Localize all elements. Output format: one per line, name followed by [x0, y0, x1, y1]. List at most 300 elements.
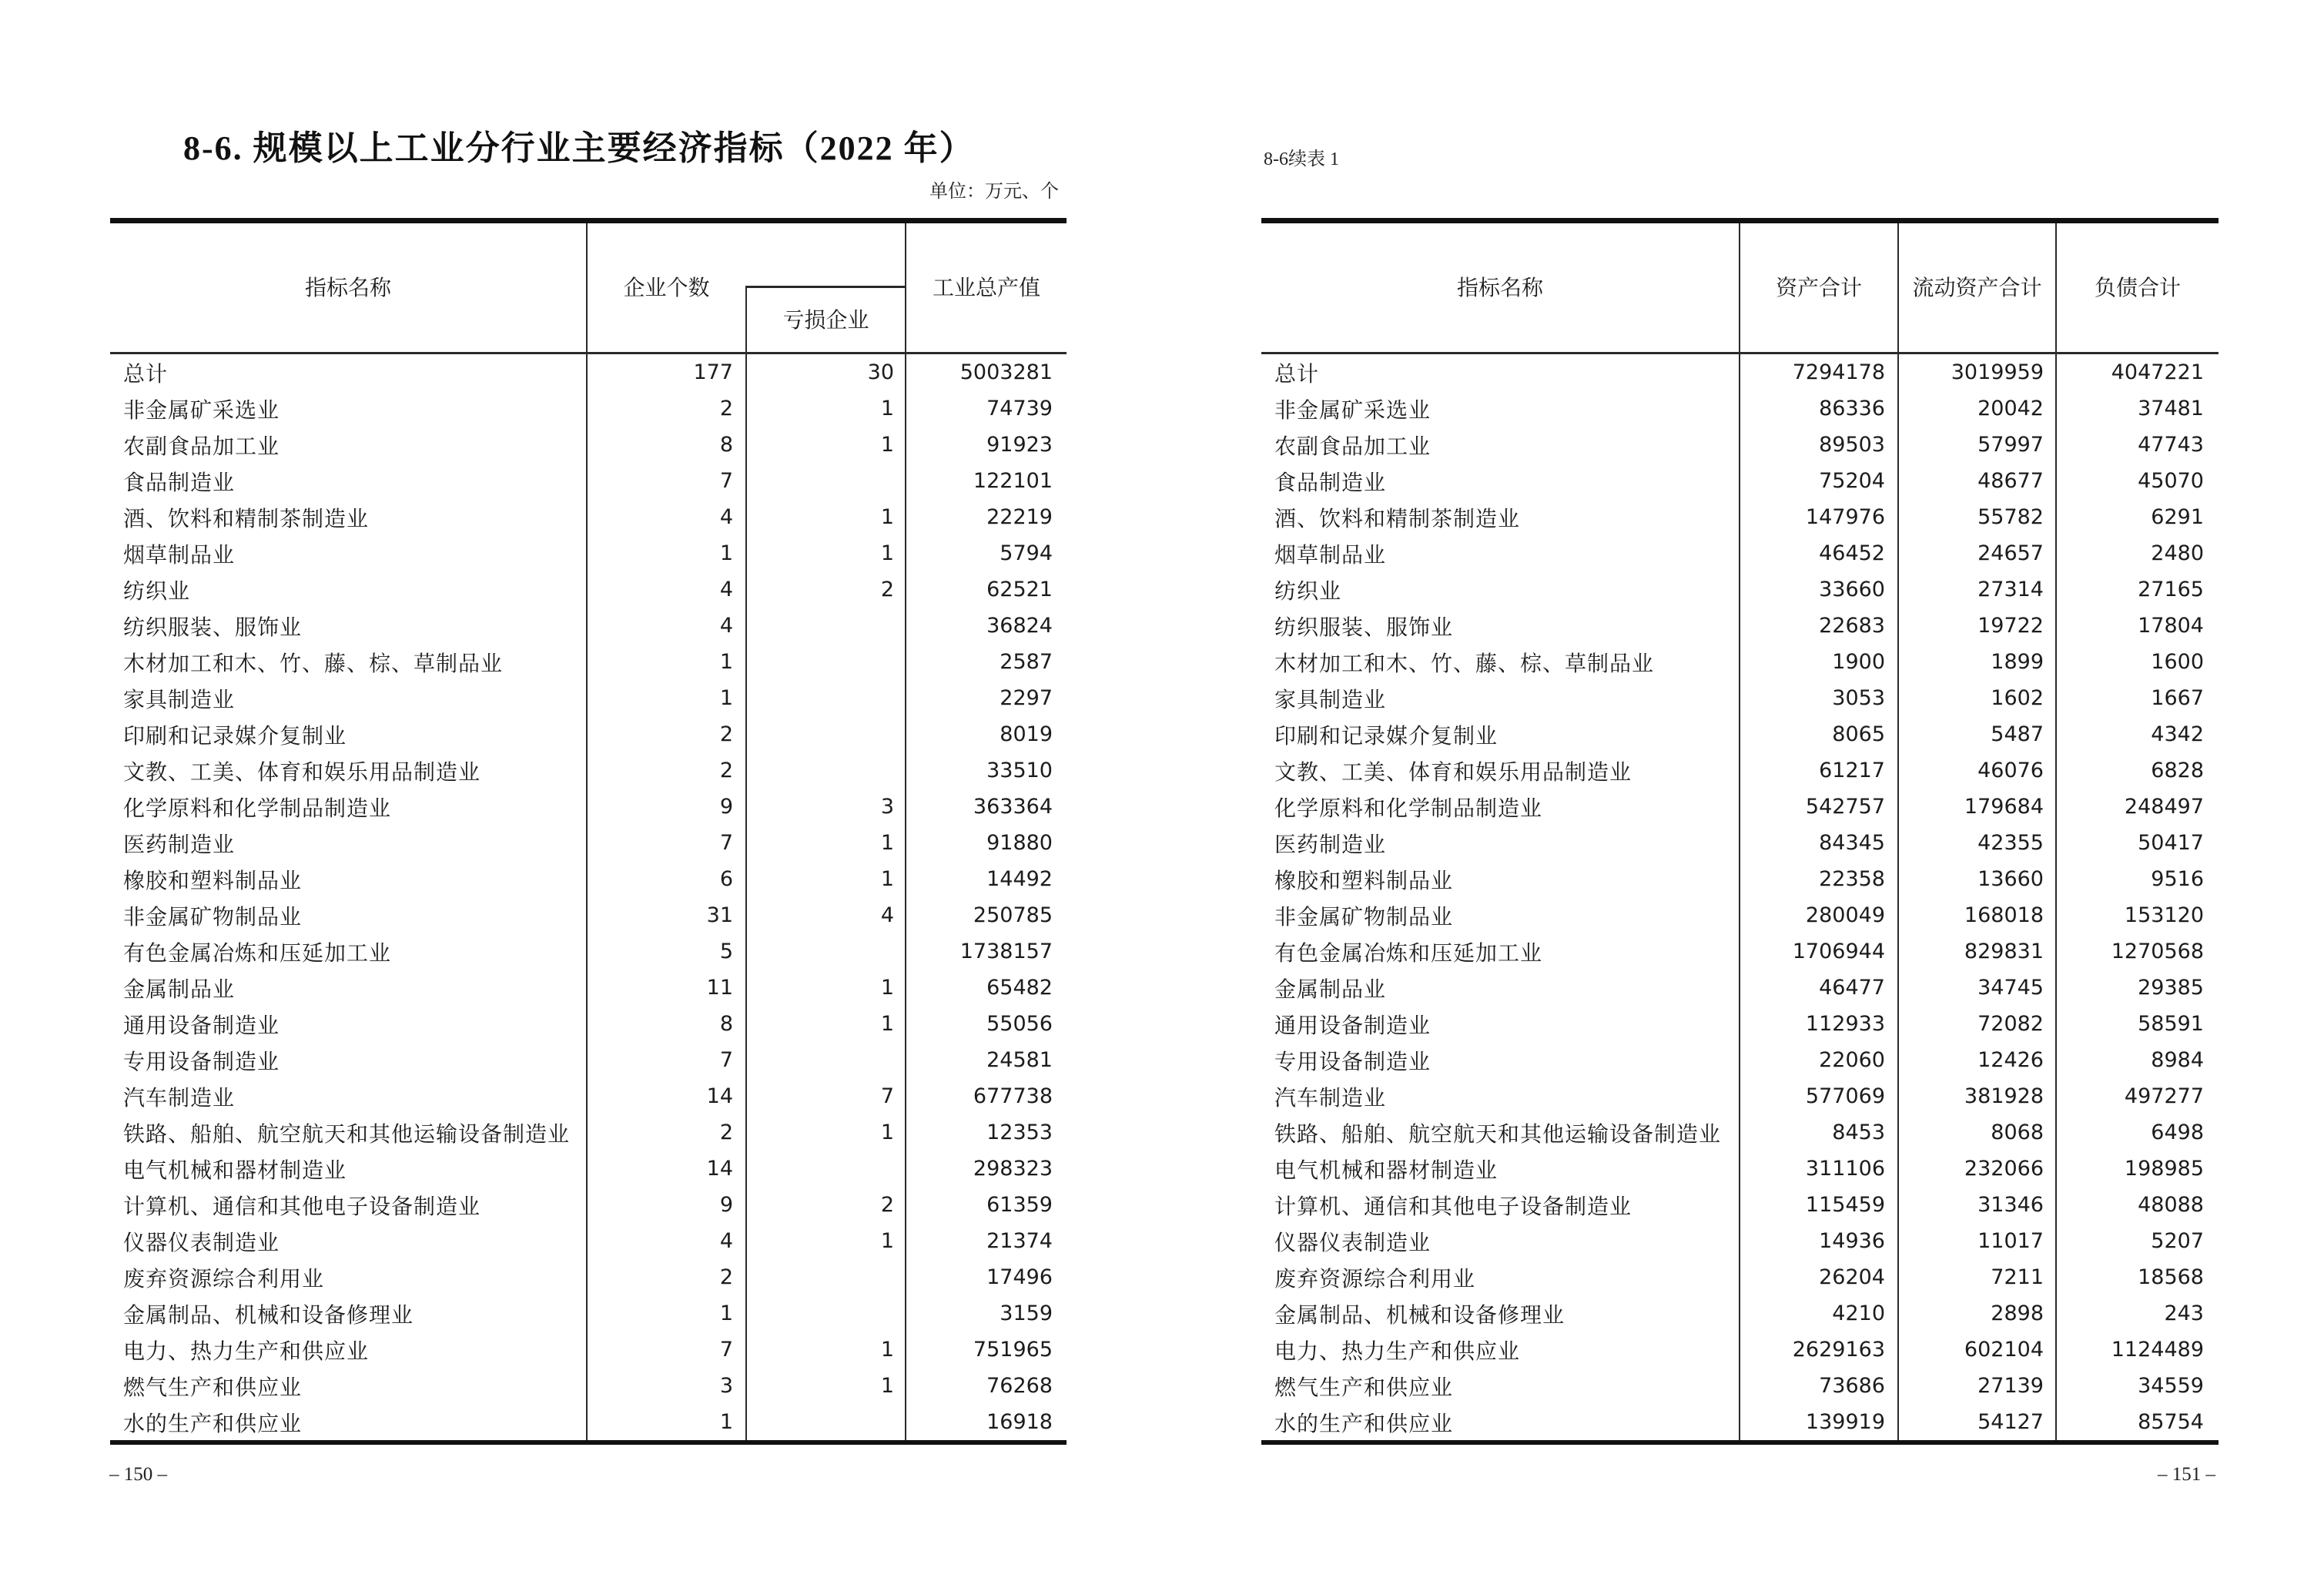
- total-liabilities-value: 6828: [2151, 759, 2204, 782]
- total-assets-value: 577069: [1805, 1084, 1885, 1108]
- table-row: [1261, 1332, 2219, 1368]
- enterprise-count-value: 11: [706, 976, 733, 1000]
- industry-name: 废弃资源综合利用业: [1274, 1267, 1476, 1292]
- table-row: [1261, 499, 2219, 535]
- enterprise-count-value: 1: [719, 650, 733, 674]
- current-assets-value: 13660: [1977, 867, 2044, 891]
- enterprise-count-value: 3: [719, 1374, 733, 1398]
- table-row: [1261, 1006, 2219, 1042]
- current-assets-value: 11017: [1977, 1229, 2044, 1253]
- page-number-150: – 150 –: [109, 1464, 167, 1485]
- table-row: [110, 933, 1067, 970]
- gross-output-value: 14492: [986, 867, 1053, 891]
- total-liabilities-value: 243: [2164, 1302, 2204, 1325]
- industry-name: 金属制品、机械和设备修理业: [1274, 1303, 1566, 1328]
- table-row: [110, 752, 1067, 789]
- table-row: [110, 571, 1067, 608]
- gross-output-value: 363364: [973, 795, 1053, 819]
- enterprise-count-value: 31: [706, 903, 733, 927]
- industry-name: 纺织业: [123, 579, 191, 604]
- table-row: [1261, 970, 2219, 1006]
- industry-name: 总计: [1274, 362, 1320, 387]
- industry-name: 酒、饮料和精制茶制造业: [1274, 507, 1521, 531]
- header-indicator-name: 指标名称: [1456, 276, 1543, 300]
- loss-enterprise-value: 1: [880, 1012, 894, 1036]
- industry-name: 铁路、船舶、航空航天和其他运输设备制造业: [1274, 1122, 1722, 1147]
- gross-output-value: 61359: [986, 1193, 1053, 1217]
- continued-table-title: 8-6续表 1: [1264, 149, 1339, 169]
- current-assets-value: 42355: [1977, 831, 2044, 855]
- table-row: [110, 1151, 1067, 1187]
- gross-output-value: 751965: [973, 1338, 1053, 1362]
- table-top-border: [110, 218, 1067, 223]
- total-liabilities-value: 9516: [2151, 867, 2204, 891]
- gross-output-value: 12353: [986, 1121, 1053, 1144]
- table-bottom-border: [1261, 1440, 2219, 1445]
- table-row: [110, 1223, 1067, 1259]
- industry-name: 非金属矿物制品业: [123, 905, 303, 930]
- total-liabilities-value: 47743: [2138, 433, 2204, 457]
- table-row: [110, 1404, 1067, 1440]
- gross-output-value: 55056: [986, 1012, 1053, 1036]
- total-assets-value: 8453: [1832, 1121, 1885, 1144]
- table-row: [110, 1042, 1067, 1078]
- industry-name: 计算机、通信和其他电子设备制造业: [123, 1194, 481, 1219]
- table-row: [1261, 1042, 2219, 1078]
- table-row: [1261, 897, 2219, 933]
- industry-name: 化学原料和化学制品制造业: [123, 796, 392, 821]
- left-table-rows: [110, 354, 1067, 1440]
- gross-output-value: 24581: [986, 1048, 1053, 1072]
- total-assets-value: 14936: [1819, 1229, 1885, 1253]
- table-row: [110, 535, 1067, 571]
- gross-output-value: 250785: [973, 903, 1053, 927]
- current-assets-value: 19722: [1977, 614, 2044, 638]
- gross-output-value: 677738: [973, 1084, 1053, 1108]
- total-assets-value: 1706944: [1792, 940, 1885, 963]
- table-row: [110, 680, 1067, 716]
- header-total-liabilities: 负债合计: [2094, 276, 2181, 300]
- total-assets-value: 75204: [1819, 469, 1885, 493]
- loss-enterprise-value: 1: [880, 397, 894, 420]
- industry-name: 印刷和记录媒介复制业: [123, 724, 347, 749]
- industry-name: 金属制品业: [1274, 977, 1387, 1002]
- industry-name: 橡胶和塑料制品业: [1274, 869, 1454, 893]
- current-assets-value: 5487: [1991, 722, 2044, 746]
- table-row: [110, 499, 1067, 535]
- total-liabilities-value: 85754: [2138, 1410, 2204, 1434]
- table-top-border: [1261, 218, 2219, 223]
- header-total-assets: 资产合计: [1775, 276, 1862, 300]
- gross-output-value: 62521: [986, 578, 1053, 601]
- industry-name: 文教、工美、体育和娱乐用品制造业: [123, 760, 481, 785]
- total-liabilities-value: 5207: [2151, 1229, 2204, 1253]
- enterprise-count-value: 14: [706, 1084, 733, 1108]
- gross-output-value: 8019: [1000, 722, 1053, 746]
- current-assets-value: 3019959: [1951, 360, 2044, 384]
- industry-name: 纺织业: [1274, 579, 1342, 604]
- total-liabilities-value: 4342: [2151, 722, 2204, 746]
- current-assets-value: 1899: [1991, 650, 2044, 674]
- table-row: [110, 1114, 1067, 1151]
- table-row: [110, 897, 1067, 933]
- table-row: [110, 1006, 1067, 1042]
- current-assets-value: 54127: [1977, 1410, 2044, 1434]
- industry-name: 纺织服装、服饰业: [123, 615, 303, 640]
- table-row: [1261, 1114, 2219, 1151]
- enterprise-count-value: 8: [719, 433, 733, 457]
- table-row: [1261, 716, 2219, 752]
- total-assets-value: 46452: [1819, 541, 1885, 565]
- enterprise-count-value: 177: [693, 360, 733, 384]
- industry-name: 水的生产和供应业: [123, 1412, 303, 1436]
- table-row: [1261, 354, 2219, 390]
- table-row: [110, 463, 1067, 499]
- total-assets-value: 542757: [1805, 795, 1885, 819]
- table-row: [110, 1259, 1067, 1295]
- total-assets-value: 61217: [1819, 759, 1885, 782]
- enterprise-count-value: 1: [719, 541, 733, 565]
- gross-output-value: 91880: [986, 831, 1053, 855]
- total-liabilities-value: 27165: [2138, 578, 2204, 601]
- total-assets-value: 311106: [1805, 1157, 1885, 1181]
- total-assets-value: 4210: [1832, 1302, 1885, 1325]
- industry-name: 有色金属冶炼和压延加工业: [123, 941, 392, 966]
- industry-name: 农副食品加工业: [123, 434, 280, 459]
- gross-output-value: 21374: [986, 1229, 1053, 1253]
- enterprise-count-value: 7: [719, 469, 733, 493]
- industry-name: 金属制品业: [123, 977, 236, 1002]
- total-liabilities-value: 6291: [2151, 505, 2204, 529]
- enterprise-count-value: 5: [719, 940, 733, 963]
- table-row: [110, 1295, 1067, 1332]
- table-row: [110, 1078, 1067, 1114]
- table-row: [1261, 463, 2219, 499]
- table-row: [1261, 752, 2219, 789]
- loss-enterprise-value: 30: [867, 360, 894, 384]
- loss-enterprise-value: 4: [880, 903, 894, 927]
- table-row: [110, 1368, 1067, 1404]
- header-enterprise-count: 企业个数: [623, 276, 710, 300]
- current-assets-value: 48677: [1977, 469, 2044, 493]
- enterprise-count-value: 1: [719, 1410, 733, 1434]
- table-row: [1261, 1151, 2219, 1187]
- total-assets-value: 84345: [1819, 831, 1885, 855]
- loss-enterprise-value: 1: [880, 505, 894, 529]
- current-assets-value: 8068: [1991, 1121, 2044, 1144]
- enterprise-count-value: 2: [719, 1265, 733, 1289]
- gross-output-value: 16918: [986, 1410, 1053, 1434]
- enterprise-count-value: 9: [719, 1193, 733, 1217]
- gross-output-value: 298323: [973, 1157, 1053, 1181]
- current-assets-value: 232066: [1964, 1157, 2044, 1181]
- total-assets-value: 89503: [1819, 433, 1885, 457]
- current-assets-value: 27314: [1977, 578, 2044, 601]
- page-number-151: – 151 –: [2158, 1464, 2215, 1485]
- current-assets-value: 20042: [1977, 397, 2044, 420]
- total-liabilities-value: 29385: [2138, 976, 2204, 1000]
- table-title: 8-6. 规模以上工业分行业主要经济指标（2022 年）: [183, 129, 975, 167]
- gross-output-value: 122101: [973, 469, 1053, 493]
- current-assets-value: 55782: [1977, 505, 2044, 529]
- industry-name: 金属制品、机械和设备修理业: [123, 1303, 414, 1328]
- header-indicator-name: 指标名称: [304, 276, 391, 300]
- gross-output-value: 5003281: [959, 360, 1053, 384]
- table-row: [1261, 1404, 2219, 1440]
- gross-output-value: 65482: [986, 976, 1053, 1000]
- industry-name: 总计: [123, 362, 169, 387]
- table-row: [110, 970, 1067, 1006]
- industry-name: 食品制造业: [123, 471, 236, 495]
- total-liabilities-value: 2480: [2151, 541, 2204, 565]
- table-row: [1261, 1223, 2219, 1259]
- total-assets-value: 86336: [1819, 397, 1885, 420]
- enterprise-count-value: 2: [719, 397, 733, 420]
- current-assets-value: 1602: [1991, 686, 2044, 710]
- total-liabilities-value: 48088: [2138, 1193, 2204, 1217]
- total-assets-value: 33660: [1819, 578, 1885, 601]
- table-row: [1261, 680, 2219, 716]
- table-row: [1261, 644, 2219, 680]
- table-row: [1261, 390, 2219, 427]
- total-liabilities-value: 34559: [2138, 1374, 2204, 1398]
- enterprise-count-value: 4: [719, 1229, 733, 1253]
- industry-name: 废弃资源综合利用业: [123, 1267, 325, 1292]
- current-assets-value: 12426: [1977, 1048, 2044, 1072]
- enterprise-count-value: 2: [719, 1121, 733, 1144]
- total-assets-value: 147976: [1805, 505, 1885, 529]
- industry-name: 燃气生产和供应业: [1274, 1375, 1454, 1400]
- table-row: [110, 427, 1067, 463]
- enterprise-count-value: 7: [719, 1048, 733, 1072]
- enterprise-count-value: 2: [719, 759, 733, 782]
- table-row: [1261, 861, 2219, 897]
- enterprise-count-value: 1: [719, 1302, 733, 1325]
- industry-name: 电气机械和器材制造业: [1274, 1158, 1499, 1183]
- enterprise-count-value: 1: [719, 686, 733, 710]
- table-row: [110, 825, 1067, 861]
- right-table-rows: [1261, 354, 2219, 1440]
- table-row: [110, 1187, 1067, 1223]
- gross-output-value: 2297: [1000, 686, 1053, 710]
- total-liabilities-value: 37481: [2138, 397, 2204, 420]
- industry-name: 仪器仪表制造业: [123, 1231, 280, 1255]
- current-assets-value: 829831: [1964, 940, 2044, 963]
- enterprise-count-value: 2: [719, 722, 733, 746]
- industry-name: 汽车制造业: [1274, 1086, 1387, 1111]
- total-liabilities-value: 8984: [2151, 1048, 2204, 1072]
- total-liabilities-value: 497277: [2124, 1084, 2204, 1108]
- industry-name: 木材加工和木、竹、藤、棕、草制品业: [1274, 652, 1655, 676]
- current-assets-value: 31346: [1977, 1193, 2044, 1217]
- industry-name: 家具制造业: [123, 688, 236, 712]
- enterprise-count-value: 9: [719, 795, 733, 819]
- industry-name: 有色金属冶炼和压延加工业: [1274, 941, 1543, 966]
- total-assets-value: 1900: [1832, 650, 1885, 674]
- loss-enterprise-value: 2: [880, 578, 894, 601]
- enterprise-count-value: 4: [719, 614, 733, 638]
- loss-enterprise-value: 2: [880, 1193, 894, 1217]
- industry-name: 汽车制造业: [123, 1086, 236, 1111]
- industry-name: 医药制造业: [1274, 833, 1387, 857]
- loss-enterprise-value: 1: [880, 541, 894, 565]
- current-assets-value: 57997: [1977, 433, 2044, 457]
- total-liabilities-value: 58591: [2138, 1012, 2204, 1036]
- gross-output-value: 17496: [986, 1265, 1053, 1289]
- table-row: [1261, 1187, 2219, 1223]
- total-liabilities-value: 1667: [2151, 686, 2204, 710]
- table-row: [1261, 1078, 2219, 1114]
- total-assets-value: 112933: [1805, 1012, 1885, 1036]
- industry-name: 计算机、通信和其他电子设备制造业: [1274, 1194, 1632, 1219]
- industry-name: 电力、热力生产和供应业: [1274, 1339, 1521, 1364]
- industry-name: 食品制造业: [1274, 471, 1387, 495]
- enterprise-count-value: 4: [719, 578, 733, 601]
- total-assets-value: 22358: [1819, 867, 1885, 891]
- header-current-assets: 流动资产合计: [1912, 276, 2042, 300]
- industry-name: 燃气生产和供应业: [123, 1375, 303, 1400]
- current-assets-value: 602104: [1964, 1338, 2044, 1362]
- gross-output-value: 1738157: [959, 940, 1053, 963]
- total-liabilities-value: 4047221: [2111, 360, 2204, 384]
- industry-name: 电力、热力生产和供应业: [123, 1339, 370, 1364]
- current-assets-value: 168018: [1964, 903, 2044, 927]
- total-liabilities-value: 153120: [2124, 903, 2204, 927]
- current-assets-value: 46076: [1977, 759, 2044, 782]
- industry-name: 酒、饮料和精制茶制造业: [123, 507, 370, 531]
- industry-name: 烟草制品业: [1274, 543, 1387, 568]
- industry-name: 仪器仪表制造业: [1274, 1231, 1432, 1255]
- total-assets-value: 22683: [1819, 614, 1885, 638]
- gross-output-value: 74739: [986, 397, 1053, 420]
- enterprise-count-value: 8: [719, 1012, 733, 1036]
- gross-output-value: 3159: [1000, 1302, 1053, 1325]
- total-liabilities-value: 1124489: [2111, 1338, 2204, 1362]
- industry-name: 电气机械和器材制造业: [123, 1158, 347, 1183]
- total-assets-value: 7294178: [1792, 360, 1885, 384]
- industry-name: 木材加工和木、竹、藤、棕、草制品业: [123, 652, 504, 676]
- enterprise-count-value: 6: [719, 867, 733, 891]
- header-loss-enterprises: 亏损企业: [782, 309, 869, 333]
- gross-output-value: 91923: [986, 433, 1053, 457]
- right-table: [1261, 218, 2219, 1445]
- loss-enterprise-value: 1: [880, 1229, 894, 1253]
- table-bottom-border: [110, 1440, 1067, 1445]
- table-row: [1261, 427, 2219, 463]
- loss-enterprise-value: 1: [880, 867, 894, 891]
- industry-name: 通用设备制造业: [1274, 1013, 1432, 1038]
- current-assets-value: 381928: [1964, 1084, 2044, 1108]
- enterprise-count-value: 7: [719, 831, 733, 855]
- total-liabilities-value: 18568: [2138, 1265, 2204, 1289]
- table-row: [110, 644, 1067, 680]
- table-row: [110, 354, 1067, 390]
- industry-name: 专用设备制造业: [1274, 1050, 1432, 1074]
- enterprise-count-value: 7: [719, 1338, 733, 1362]
- table-row: [110, 716, 1067, 752]
- left-table: [110, 218, 1067, 1445]
- gross-output-value: 2587: [1000, 650, 1053, 674]
- total-assets-value: 280049: [1805, 903, 1885, 927]
- loss-enterprise-value: 1: [880, 831, 894, 855]
- unit-note: 单位：万元、个: [929, 182, 1059, 202]
- table-row: [1261, 825, 2219, 861]
- current-assets-value: 2898: [1991, 1302, 2044, 1325]
- table-row: [1261, 1259, 2219, 1295]
- total-assets-value: 22060: [1819, 1048, 1885, 1072]
- total-liabilities-value: 6498: [2151, 1121, 2204, 1144]
- industry-name: 医药制造业: [123, 833, 236, 857]
- industry-name: 专用设备制造业: [123, 1050, 280, 1074]
- current-assets-value: 24657: [1977, 541, 2044, 565]
- gross-output-value: 5794: [1000, 541, 1053, 565]
- industry-name: 非金属矿采选业: [123, 398, 280, 423]
- loss-enterprise-value: 1: [880, 1374, 894, 1398]
- industry-name: 农副食品加工业: [1274, 434, 1432, 459]
- table-row: [110, 789, 1067, 825]
- industry-name: 印刷和记录媒介复制业: [1274, 724, 1499, 749]
- total-assets-value: 115459: [1805, 1193, 1885, 1217]
- total-liabilities-value: 1600: [2151, 650, 2204, 674]
- table-row: [1261, 933, 2219, 970]
- current-assets-value: 72082: [1977, 1012, 2044, 1036]
- current-assets-value: 34745: [1977, 976, 2044, 1000]
- loss-enterprise-value: 1: [880, 1338, 894, 1362]
- total-assets-value: 139919: [1805, 1410, 1885, 1434]
- enterprise-count-value: 4: [719, 505, 733, 529]
- industry-name: 通用设备制造业: [123, 1013, 280, 1038]
- gross-output-value: 22219: [986, 505, 1053, 529]
- table-row: [110, 390, 1067, 427]
- total-assets-value: 73686: [1819, 1374, 1885, 1398]
- total-assets-value: 26204: [1819, 1265, 1885, 1289]
- loss-enterprise-value: 1: [880, 976, 894, 1000]
- industry-name: 家具制造业: [1274, 688, 1387, 712]
- loss-enterprise-value: 1: [880, 433, 894, 457]
- current-assets-value: 179684: [1964, 795, 2044, 819]
- total-liabilities-value: 248497: [2124, 795, 2204, 819]
- industry-name: 橡胶和塑料制品业: [123, 869, 303, 893]
- table-row: [110, 861, 1067, 897]
- industry-name: 铁路、船舶、航空航天和其他运输设备制造业: [123, 1122, 571, 1147]
- total-liabilities-value: 17804: [2138, 614, 2204, 638]
- industry-name: 水的生产和供应业: [1274, 1412, 1454, 1436]
- total-liabilities-value: 50417: [2138, 831, 2204, 855]
- loss-enterprise-value: 1: [880, 1121, 894, 1144]
- current-assets-value: 7211: [1991, 1265, 2044, 1289]
- current-assets-value: 27139: [1977, 1374, 2044, 1398]
- header-gross-output: 工业总产值: [932, 276, 1040, 300]
- gross-output-value: 36824: [986, 614, 1053, 638]
- industry-name: 烟草制品业: [123, 543, 236, 568]
- table-row: [1261, 1368, 2219, 1404]
- loss-enterprise-value: 3: [880, 795, 894, 819]
- total-assets-value: 8065: [1832, 722, 1885, 746]
- industry-name: 纺织服装、服饰业: [1274, 615, 1454, 640]
- total-assets-value: 2629163: [1792, 1338, 1885, 1362]
- industry-name: 文教、工美、体育和娱乐用品制造业: [1274, 760, 1632, 785]
- table-row: [1261, 571, 2219, 608]
- total-liabilities-value: 45070: [2138, 469, 2204, 493]
- total-assets-value: 3053: [1832, 686, 1885, 710]
- table-row: [110, 1332, 1067, 1368]
- table-row: [1261, 789, 2219, 825]
- total-liabilities-value: 1270568: [2111, 940, 2204, 963]
- gross-output-value: 76268: [986, 1374, 1053, 1398]
- table-row: [110, 608, 1067, 644]
- total-assets-value: 46477: [1819, 976, 1885, 1000]
- loss-enterprise-value: 7: [880, 1084, 894, 1108]
